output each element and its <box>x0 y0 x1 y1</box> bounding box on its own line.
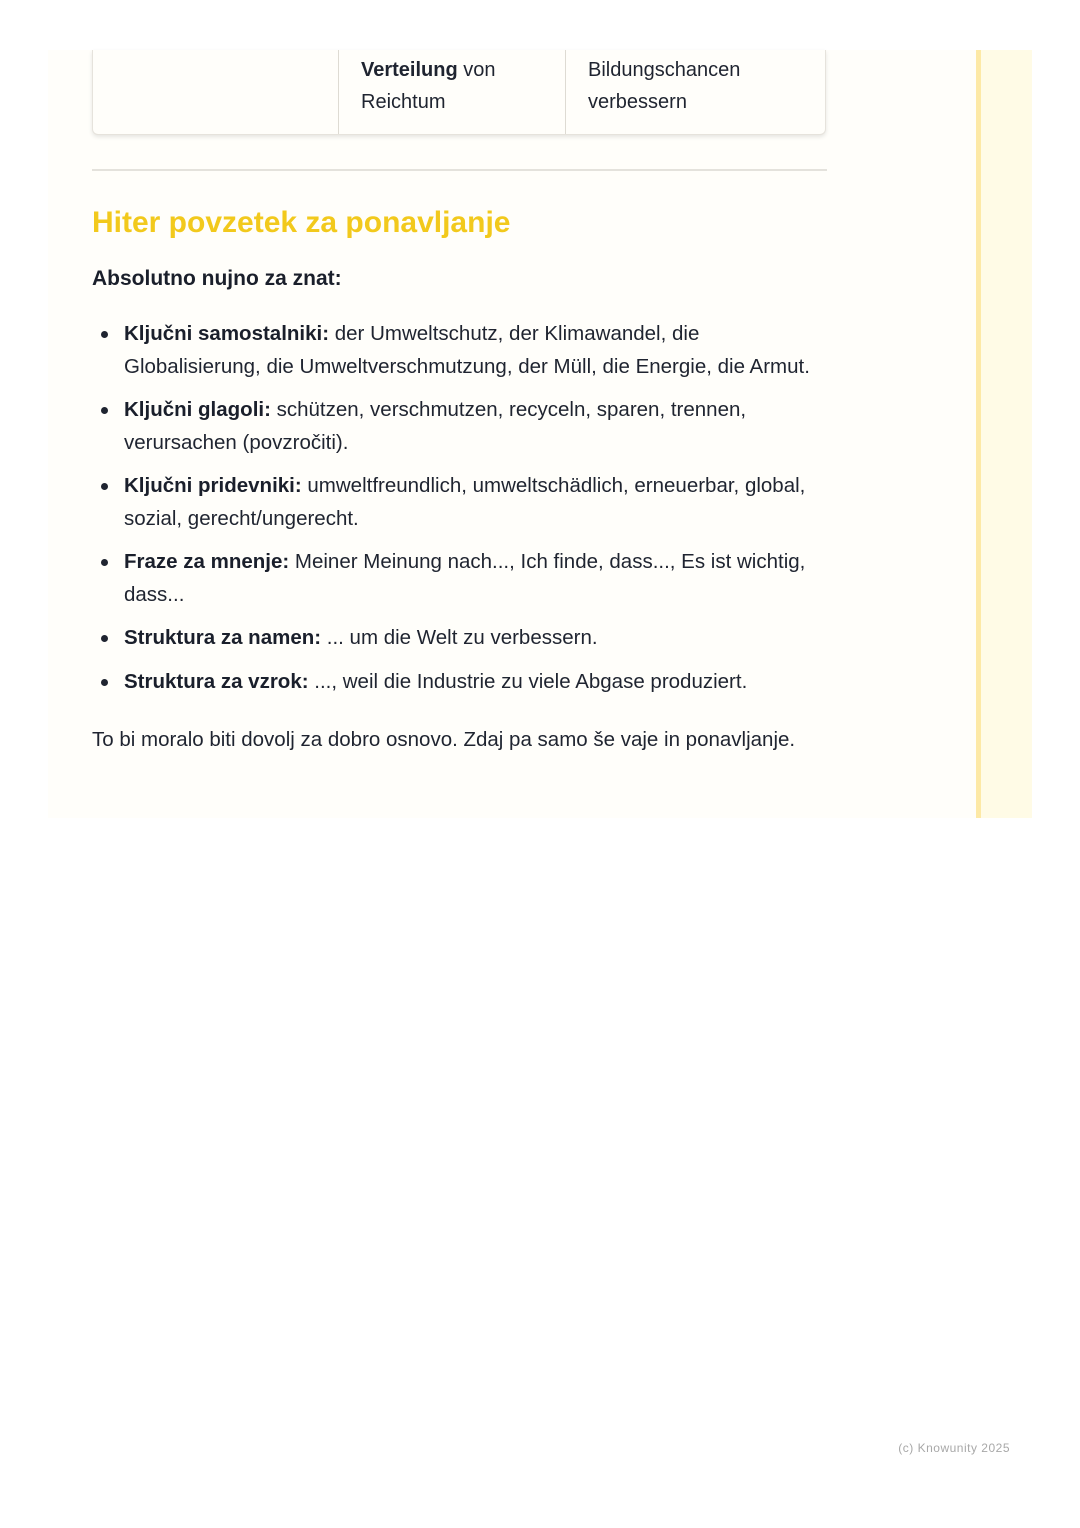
subheading: Absolutno nujno za znat: <box>92 267 342 290</box>
list-item-text: der Umweltschutz, der Klimawandel, die Globalisierung, die Umweltverschmutzung, der Müll, die Energie, die Armut. <box>124 322 810 378</box>
list-item-label: Struktura za vzrok: <box>124 669 309 693</box>
bullet-icon <box>101 559 108 566</box>
bullet-icon <box>101 331 108 338</box>
table-cell-3-text: Bildungschancen verbessern <box>588 59 741 113</box>
table-cell-2-bold: Verteilung <box>361 59 458 81</box>
list-item <box>92 622 837 655</box>
bullet-icon <box>101 679 108 686</box>
list-item-label: Ključni samostalniki: <box>124 322 330 345</box>
list-item-text: ... um die Welt zu verbessern. <box>321 626 598 649</box>
list-item <box>92 318 837 383</box>
list-item-text: Meiner Meinung nach..., Ich finde, dass..., Es ist wichtig, dass... <box>124 550 806 606</box>
list-item <box>92 470 837 535</box>
copyright-notice: (c) Knowunity 2025 <box>898 1441 1010 1455</box>
closing-text: To bi moralo biti dovolj za dobro osnovo. Zdaj pa samo še vaje in ponavljanje. <box>92 728 796 751</box>
summary-list <box>92 318 837 709</box>
list-item-label: Ključni pridevniki: <box>124 474 302 497</box>
table-last-row <box>92 50 826 135</box>
list-item <box>92 546 837 611</box>
list-item-text: schützen, verschmutzen, recyceln, sparen, trennen, verursachen (povzročiti). <box>124 398 747 454</box>
section-title: Hiter povzetek za ponavljanje <box>92 206 511 239</box>
bullet-icon <box>101 483 108 490</box>
list-item-text: umweltfreundlich, umweltschädlich, erneuerbar, global, sozial, gerecht/ungerecht. <box>124 474 806 530</box>
list-item-label: Ključni glagoli: <box>124 398 271 421</box>
table-cell-3 <box>566 50 825 134</box>
section-divider <box>92 169 827 171</box>
list-item-label: Struktura za namen: <box>124 626 322 649</box>
side-stripe <box>976 50 1032 818</box>
bullet-icon <box>101 635 108 642</box>
table-cell-2-text: von Reichtum <box>361 59 496 113</box>
list-item-text: ..., weil die Industrie zu viele Abgase produziert. <box>308 669 748 693</box>
list-item-label: Fraze za mnenje: <box>124 550 290 573</box>
table-cell-1 <box>93 50 339 134</box>
list-item <box>92 394 837 459</box>
table-cell-2 <box>339 50 566 134</box>
list-item <box>92 666 837 699</box>
bullet-icon <box>101 407 108 414</box>
